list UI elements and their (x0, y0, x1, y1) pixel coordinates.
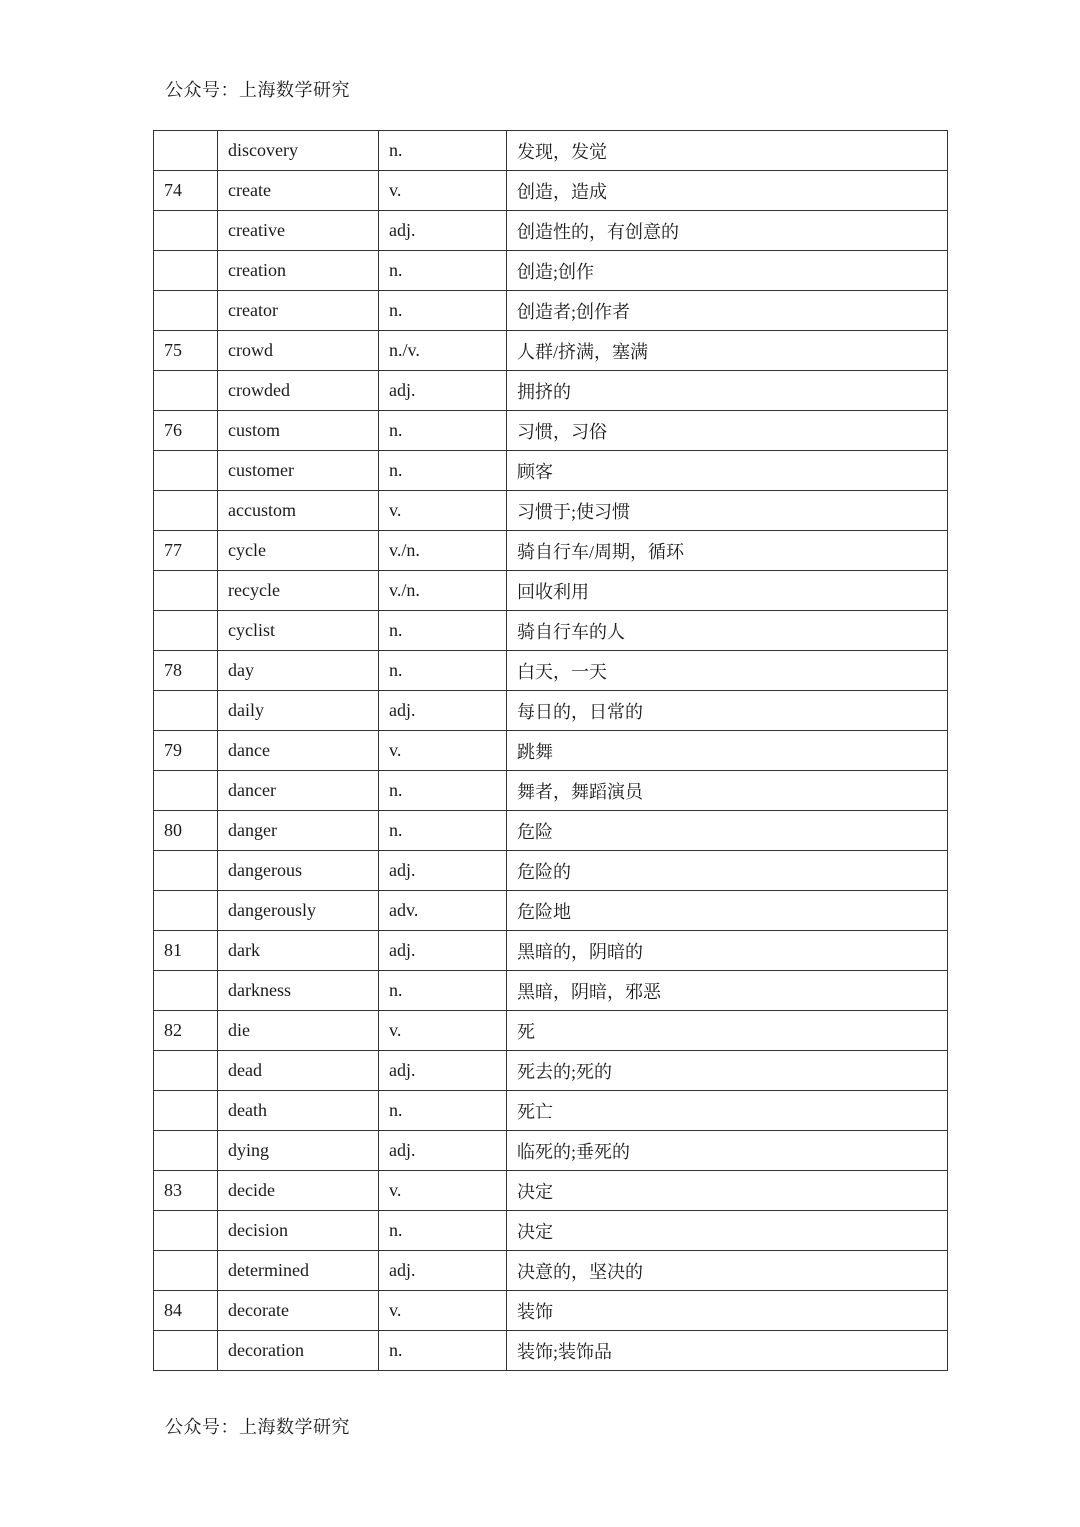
meaning-cell: 每日的，日常的 (507, 691, 948, 731)
part-of-speech-cell: n. (379, 971, 507, 1011)
table-row (154, 331, 948, 371)
table-row (154, 1171, 948, 1211)
word-cell: cycle (218, 531, 379, 571)
part-of-speech-cell: n. (379, 451, 507, 491)
part-of-speech-cell: adv. (379, 891, 507, 931)
meaning-cell: 装饰;装饰品 (507, 1331, 948, 1371)
part-of-speech-cell: n. (379, 611, 507, 651)
word-cell: creation (218, 251, 379, 291)
entry-number: 76 (154, 411, 218, 451)
meaning-cell: 死亡 (507, 1091, 948, 1131)
part-of-speech-cell: n. (379, 291, 507, 331)
meaning-cell: 习惯，习俗 (507, 411, 948, 451)
meaning-cell: 临死的;垂死的 (507, 1131, 948, 1171)
word-cell: dancer (218, 771, 379, 811)
part-of-speech-cell: adj. (379, 1131, 507, 1171)
entry-number (154, 571, 218, 611)
table-row (154, 891, 948, 931)
meaning-cell: 拥挤的 (507, 371, 948, 411)
table-row (154, 1211, 948, 1251)
meaning-cell: 决意的，坚决的 (507, 1251, 948, 1291)
word-cell: accustom (218, 491, 379, 531)
meaning-cell: 白天，一天 (507, 651, 948, 691)
word-cell: customer (218, 451, 379, 491)
word-cell: crowd (218, 331, 379, 371)
meaning-cell: 装饰 (507, 1291, 948, 1331)
page-header: 公众号：上海数学研究 (165, 80, 350, 100)
table-row (154, 131, 948, 171)
meaning-cell: 决定 (507, 1211, 948, 1251)
meaning-cell: 危险 (507, 811, 948, 851)
entry-number: 74 (154, 171, 218, 211)
part-of-speech-cell: v./n. (379, 531, 507, 571)
table-row (154, 1051, 948, 1091)
meaning-cell: 创造;创作 (507, 251, 948, 291)
entry-number (154, 291, 218, 331)
meaning-cell: 创造，造成 (507, 171, 948, 211)
meaning-cell: 骑自行车/周期，循环 (507, 531, 948, 571)
part-of-speech-cell: v./n. (379, 571, 507, 611)
meaning-cell: 顾客 (507, 451, 948, 491)
word-cell: daily (218, 691, 379, 731)
word-cell: recycle (218, 571, 379, 611)
meaning-cell: 习惯于;使习惯 (507, 491, 948, 531)
part-of-speech-cell: n. (379, 251, 507, 291)
meaning-cell: 骑自行车的人 (507, 611, 948, 651)
entry-number (154, 131, 218, 171)
entry-number: 80 (154, 811, 218, 851)
entry-number: 81 (154, 931, 218, 971)
table-row (154, 851, 948, 891)
entry-number: 83 (154, 1171, 218, 1211)
table-row (154, 811, 948, 851)
table-row (154, 571, 948, 611)
table-row (154, 931, 948, 971)
entry-number (154, 251, 218, 291)
meaning-cell: 发现，发觉 (507, 131, 948, 171)
word-cell: decide (218, 1171, 379, 1211)
entry-number (154, 771, 218, 811)
word-cell: darkness (218, 971, 379, 1011)
part-of-speech-cell: n. (379, 771, 507, 811)
word-cell: crowded (218, 371, 379, 411)
part-of-speech-cell: v. (379, 491, 507, 531)
meaning-cell: 死 (507, 1011, 948, 1051)
word-cell: dying (218, 1131, 379, 1171)
entry-number: 75 (154, 331, 218, 371)
word-cell: death (218, 1091, 379, 1131)
table-row (154, 731, 948, 771)
part-of-speech-cell: n. (379, 1091, 507, 1131)
part-of-speech-cell: n. (379, 1331, 507, 1371)
table-row (154, 1331, 948, 1371)
entry-number (154, 1051, 218, 1091)
table-row (154, 611, 948, 651)
entry-number (154, 491, 218, 531)
meaning-cell: 黑暗，阴暗，邪恶 (507, 971, 948, 1011)
vocabulary-table-body (154, 131, 948, 1371)
meaning-cell: 危险的 (507, 851, 948, 891)
table-row (154, 451, 948, 491)
meaning-cell: 人群/挤满，塞满 (507, 331, 948, 371)
word-cell: decoration (218, 1331, 379, 1371)
part-of-speech-cell: adj. (379, 851, 507, 891)
part-of-speech-cell: n. (379, 651, 507, 691)
table-row (154, 971, 948, 1011)
part-of-speech-cell: adj. (379, 211, 507, 251)
table-row (154, 1291, 948, 1331)
entry-number: 79 (154, 731, 218, 771)
word-cell: create (218, 171, 379, 211)
table-row (154, 1011, 948, 1051)
table-row (154, 211, 948, 251)
word-cell: dark (218, 931, 379, 971)
part-of-speech-cell: v. (379, 1291, 507, 1331)
table-row (154, 771, 948, 811)
part-of-speech-cell: adj. (379, 1051, 507, 1091)
meaning-cell: 舞者，舞蹈演员 (507, 771, 948, 811)
entry-number (154, 211, 218, 251)
table-row (154, 1091, 948, 1131)
entry-number: 84 (154, 1291, 218, 1331)
part-of-speech-cell: adj. (379, 931, 507, 971)
meaning-cell: 决定 (507, 1171, 948, 1211)
entry-number (154, 691, 218, 731)
word-cell: determined (218, 1251, 379, 1291)
meaning-cell: 创造性的，有创意的 (507, 211, 948, 251)
entry-number (154, 1091, 218, 1131)
word-cell: custom (218, 411, 379, 451)
part-of-speech-cell: n. (379, 131, 507, 171)
entry-number (154, 891, 218, 931)
entry-number: 77 (154, 531, 218, 571)
meaning-cell: 黑暗的，阴暗的 (507, 931, 948, 971)
table-row (154, 1251, 948, 1291)
entry-number (154, 851, 218, 891)
table-row (154, 1131, 948, 1171)
meaning-cell: 跳舞 (507, 731, 948, 771)
entry-number (154, 371, 218, 411)
entry-number (154, 1251, 218, 1291)
word-cell: decorate (218, 1291, 379, 1331)
part-of-speech-cell: v. (379, 1171, 507, 1211)
word-cell: dead (218, 1051, 379, 1091)
part-of-speech-cell: n. (379, 1211, 507, 1251)
page-footer: 公众号：上海数学研究 (165, 1417, 350, 1437)
table-row (154, 531, 948, 571)
part-of-speech-cell: adj. (379, 691, 507, 731)
part-of-speech-cell: adj. (379, 1251, 507, 1291)
table-row (154, 491, 948, 531)
entry-number: 82 (154, 1011, 218, 1051)
entry-number (154, 611, 218, 651)
table-row (154, 651, 948, 691)
word-cell: discovery (218, 131, 379, 171)
part-of-speech-cell: v. (379, 1011, 507, 1051)
part-of-speech-cell: n./v. (379, 331, 507, 371)
part-of-speech-cell: v. (379, 731, 507, 771)
word-cell: dangerous (218, 851, 379, 891)
entry-number (154, 451, 218, 491)
word-cell: die (218, 1011, 379, 1051)
word-cell: dangerously (218, 891, 379, 931)
entry-number (154, 1331, 218, 1371)
meaning-cell: 死去的;死的 (507, 1051, 948, 1091)
entry-number (154, 1131, 218, 1171)
table-row (154, 371, 948, 411)
table-row (154, 251, 948, 291)
entry-number (154, 971, 218, 1011)
part-of-speech-cell: adj. (379, 371, 507, 411)
table-row (154, 691, 948, 731)
part-of-speech-cell: v. (379, 171, 507, 211)
table-row (154, 171, 948, 211)
word-cell: decision (218, 1211, 379, 1251)
word-cell: creator (218, 291, 379, 331)
vocabulary-table (153, 130, 948, 1371)
meaning-cell: 创造者;创作者 (507, 291, 948, 331)
word-cell: day (218, 651, 379, 691)
entry-number: 78 (154, 651, 218, 691)
entry-number (154, 1211, 218, 1251)
word-cell: dance (218, 731, 379, 771)
meaning-cell: 危险地 (507, 891, 948, 931)
table-row (154, 291, 948, 331)
meaning-cell: 回收利用 (507, 571, 948, 611)
part-of-speech-cell: n. (379, 811, 507, 851)
word-cell: cyclist (218, 611, 379, 651)
word-cell: creative (218, 211, 379, 251)
word-cell: danger (218, 811, 379, 851)
part-of-speech-cell: n. (379, 411, 507, 451)
table-row (154, 411, 948, 451)
